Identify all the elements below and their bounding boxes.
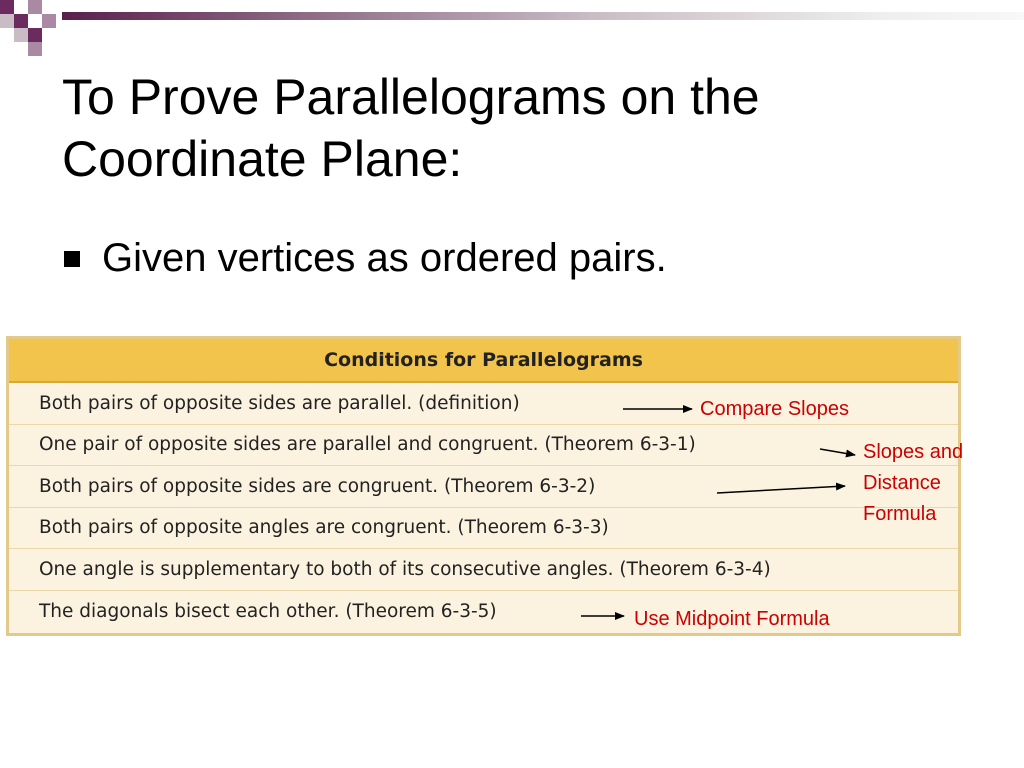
decor-square xyxy=(14,28,28,42)
decor-square xyxy=(14,0,28,14)
decor-square xyxy=(28,42,42,56)
decor-square xyxy=(28,0,42,14)
decor-square xyxy=(28,28,42,42)
table-header: Conditions for Parallelograms xyxy=(9,339,958,383)
decor-square xyxy=(28,14,42,28)
decor-square xyxy=(14,14,28,28)
decor-square xyxy=(0,0,14,14)
table-row: Both pairs of opposite sides are congruent. (Theorem 6-3-2) xyxy=(9,466,958,508)
annotation-midpoint: Use Midpoint Formula xyxy=(634,608,830,630)
title-accent-bar xyxy=(62,12,1024,20)
table-row: One angle is supplementary to both of its consecutive angles. (Theorem 6-3-4) xyxy=(9,549,958,591)
table-row: Both pairs of opposite angles are congruent. (Theorem 6-3-3) xyxy=(9,508,958,550)
corner-decoration xyxy=(0,0,1024,60)
decor-square xyxy=(0,14,14,28)
table-row: The diagonals bisect each other. (Theorem 6-3-5) xyxy=(39,600,497,622)
annotation-compare-slopes: Compare Slopes xyxy=(700,398,849,420)
bullet-text: Given vertices as ordered pairs. xyxy=(102,236,667,280)
bullet-item xyxy=(64,233,667,283)
table-row: Both pairs of opposite sides are parallel. (definition) xyxy=(9,383,958,425)
square-bullet-icon xyxy=(64,251,80,267)
annotation-slopes-distance-line3: Formula xyxy=(863,503,937,525)
annotation-slopes-distance-line2: Distance xyxy=(863,472,941,494)
conditions-table xyxy=(6,336,964,636)
slide-title: To Prove Parallelograms on the Coordinate Plane: xyxy=(62,69,760,187)
annotation-slopes-distance-line1: Slopes and xyxy=(863,441,964,463)
decor-square xyxy=(42,14,56,28)
table-row: One pair of opposite sides are parallel and congruent. (Theorem 6-3-1) xyxy=(9,425,958,467)
